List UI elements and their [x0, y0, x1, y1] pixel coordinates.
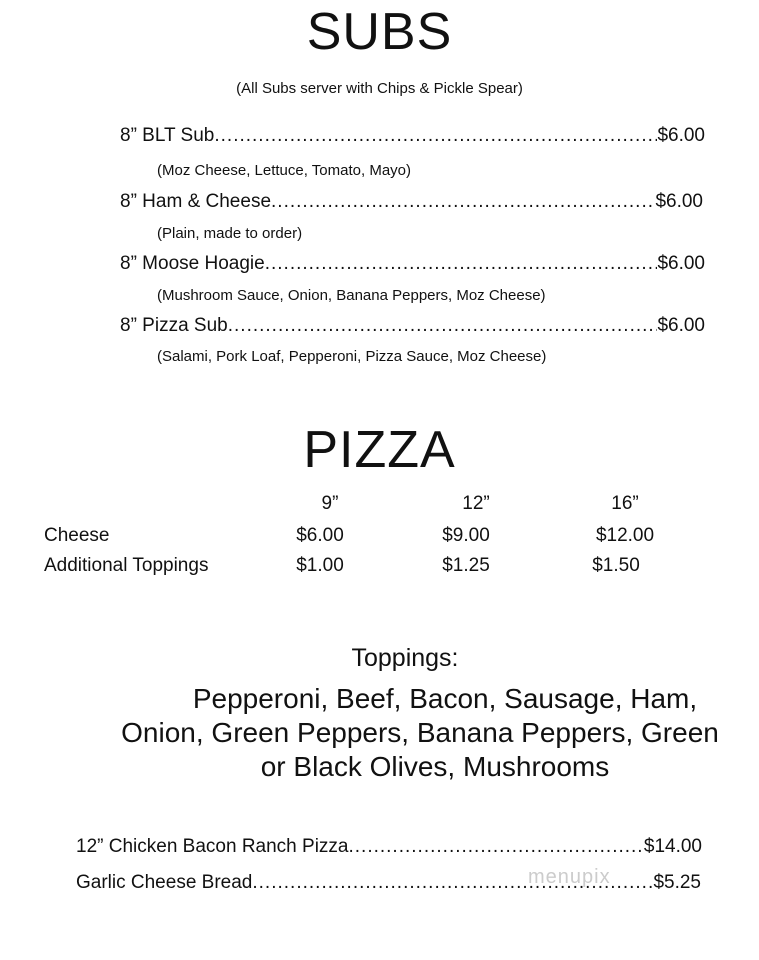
special-item-chicken-bacon-ranch — [76, 836, 702, 858]
pizza-size-header: 12” — [462, 493, 490, 514]
item-price: $6.00 — [657, 253, 705, 274]
pizza-size-header: 9” — [321, 493, 339, 514]
item-price: $6.00 — [657, 125, 705, 146]
pizza-price: $1.25 — [442, 555, 490, 576]
sub-item-ham-cheese — [120, 191, 703, 213]
toppings-line: or Black Olives, Mushrooms — [260, 751, 610, 782]
sub-item-desc: (Salami, Pork Loaf, Pepperoni, Pizza Sauce, Moz Cheese) — [157, 348, 547, 365]
sub-item-desc: (Mushroom Sauce, Onion, Banana Peppers, Moz Cheese) — [157, 287, 546, 304]
toppings-list — [100, 682, 740, 784]
sub-item-moose-hoagie — [120, 253, 705, 275]
subs-title: SUBS — [306, 3, 453, 61]
sub-item-pizza-sub — [120, 315, 705, 337]
pizza-price: $12.00 — [595, 525, 655, 546]
sub-item-desc: (Plain, made to order) — [157, 225, 303, 242]
item-name: 8” BLT Sub — [120, 125, 215, 146]
sub-item-blt — [120, 125, 705, 147]
item-price: $14.00 — [643, 836, 702, 857]
item-name: Garlic Cheese Bread — [76, 872, 253, 893]
item-price: $5.25 — [653, 872, 701, 893]
item-name: 12” Chicken Bacon Ranch Pizza — [76, 836, 349, 857]
pizza-title: PIZZA — [303, 421, 456, 479]
toppings-line: Onion, Green Peppers, Banana Peppers, Green — [121, 717, 719, 748]
toppings-heading: Toppings: — [351, 644, 459, 672]
item-name: 8” Moose Hoagie — [120, 253, 265, 274]
item-name: 8” Ham & Cheese — [120, 191, 272, 212]
pizza-price: $1.50 — [592, 555, 640, 576]
leader-dots — [348, 836, 643, 858]
subs-note: (All Subs server with Chips & Pickle Spear) — [236, 80, 523, 97]
toppings-line: Pepperoni, Beef, Bacon, Sausage, Ham, — [192, 683, 698, 714]
item-name: 8” Pizza Sub — [120, 315, 228, 336]
leader-dots — [271, 191, 655, 213]
leader-dots — [265, 253, 658, 275]
sub-item-desc: (Moz Cheese, Lettuce, Tomato, Mayo) — [157, 162, 412, 179]
leader-dots — [228, 315, 658, 337]
item-price: $6.00 — [655, 191, 703, 212]
pizza-price: $1.00 — [296, 555, 344, 576]
pizza-size-header: 16” — [611, 493, 639, 514]
leader-dots — [214, 125, 657, 147]
pizza-price: $9.00 — [442, 525, 490, 546]
pizza-row-label: Additional Toppings — [44, 555, 209, 576]
pizza-price: $6.00 — [296, 525, 344, 546]
item-price: $6.00 — [657, 315, 705, 336]
pizza-row-label: Cheese — [44, 525, 110, 546]
watermark: menupix — [528, 866, 611, 888]
